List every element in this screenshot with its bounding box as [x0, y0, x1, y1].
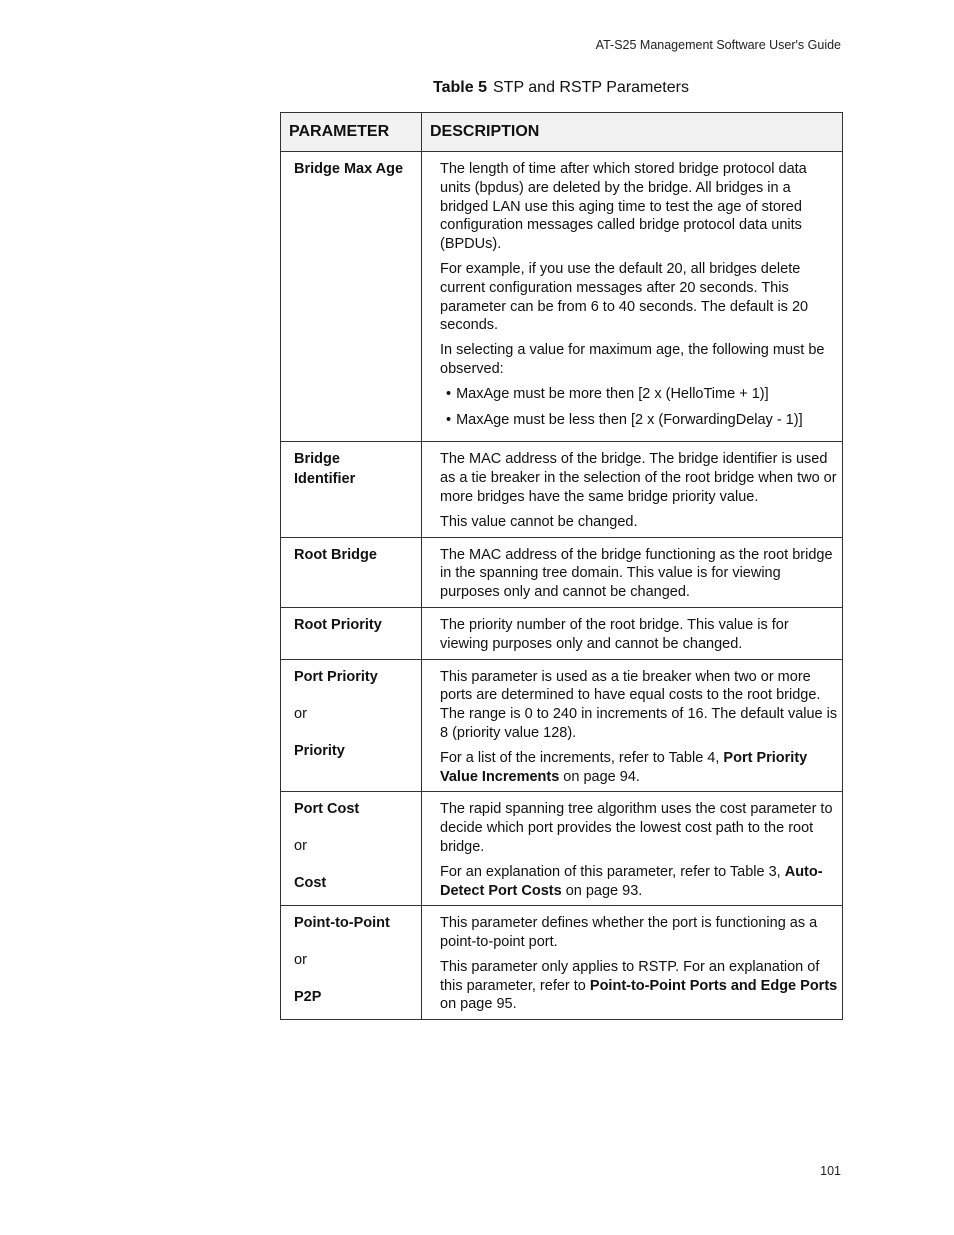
table-row [281, 152, 843, 442]
cross-reference [440, 958, 838, 1014]
description-paragraph: The MAC address of the bridge. The bridge identifier is used as a tie breaker in the selection of the root bridge when two or more bridges have the same bridge priority value. [440, 451, 837, 505]
description-paragraph: This parameter defines whether the port is functioning as a point-to-point port. [440, 915, 818, 951]
parameter-alt-name: Cost [294, 875, 327, 892]
parameter-name: Point-to-Point [294, 915, 390, 932]
table-header-row [281, 113, 843, 152]
parameter-name: Bridge Identifier [294, 451, 356, 488]
running-header: AT-S25 Management Software User's Guide [595, 38, 841, 52]
table-row [281, 792, 843, 906]
description-paragraph: For example, if you use the default 20, all bridges delete current configuration messages after 20 seconds. This parameter can be from 6 to 40 seconds. The default is 20 seconds. [440, 260, 809, 334]
column-header-parameter: PARAMETER [281, 113, 422, 152]
parameter-cell [281, 906, 422, 1020]
cross-reference-text: For an explanation of this parameter, refer to Table 3, [440, 863, 785, 880]
constraint-list [440, 385, 838, 430]
table-row [281, 607, 843, 659]
caption-title: STP and RSTP Parameters [493, 79, 689, 96]
parameter-or-label: or [294, 952, 307, 969]
parameter-cell [281, 659, 422, 792]
cross-reference-page: on page 94. [559, 768, 640, 785]
parameter-or-label: or [294, 705, 307, 722]
parameter-alt-name: P2P [294, 989, 322, 1006]
description-cell [422, 442, 843, 537]
description-paragraph: The priority number of the root bridge. This value is for viewing purposes only and cannot be changed. [440, 616, 789, 652]
description-paragraph: The length of time after which stored bridge protocol data units (bpdus) are deleted by the bridge. All bridges in a bridged LAN use this aging time to test the age of stored configuration messages called bridge protocol data units (BPDUs). [440, 161, 807, 253]
description-paragraph: The rapid spanning tree algorithm uses the cost parameter to decide which port provides the lowest cost path to the root bridge. [440, 801, 833, 855]
parameters-table [280, 112, 843, 1020]
description-paragraph: This value cannot be changed. [440, 513, 638, 530]
cross-reference-text: For a list of the increments, refer to Table 4, [440, 749, 724, 766]
parameter-name: Root Bridge [294, 546, 377, 563]
caption-label: Table 5 [433, 79, 487, 96]
cross-reference-link[interactable]: Port Priority Value Increments [440, 749, 808, 785]
description-cell [422, 152, 843, 442]
description-cell [422, 659, 843, 792]
page-number: 101 [820, 1164, 841, 1178]
cross-reference-link[interactable]: Point-to-Point Ports and Edge Ports [589, 977, 838, 994]
cross-reference [440, 749, 838, 787]
description-cell [422, 792, 843, 906]
cross-reference-link[interactable]: Auto-Detect Port Costs [440, 863, 823, 899]
list-item: • MaxAge must be more then [2 x (HelloTime + 1)] [440, 385, 838, 404]
table-caption [0, 79, 954, 97]
table-row [281, 659, 843, 792]
column-header-description: DESCRIPTION [422, 113, 843, 152]
table-row [281, 906, 843, 1020]
parameter-alt-name: Priority [294, 742, 345, 759]
parameter-cell [281, 792, 422, 906]
cross-reference-text: This parameter only applies to RSTP. For an explanation of this parameter, refer to [440, 958, 820, 994]
parameter-cell [281, 537, 422, 607]
description-paragraph: In selecting a value for maximum age, the following must be observed: [440, 342, 825, 377]
parameter-or-label: or [294, 838, 307, 855]
cross-reference-page: on page 93. [561, 882, 643, 899]
parameter-name: Port Cost [294, 801, 360, 818]
description-cell [422, 906, 843, 1020]
parameter-name: Root Priority [294, 616, 382, 633]
description-cell [422, 537, 843, 607]
description-paragraph: This parameter is used as a tie breaker when two or more ports are determined to have equal costs to the root bridge. The range is 0 to 240 in increments of 16. The default value is 8 (priority value 128). [440, 668, 838, 741]
description-paragraph: The MAC address of the bridge functioning as the root bridge in the spanning tree domain. This value is for viewing purposes only and cannot be changed. [440, 546, 833, 601]
parameter-cell [281, 442, 422, 537]
cross-reference-page: on page 95. [440, 996, 517, 1013]
parameter-name: Port Priority [294, 668, 378, 685]
table-row [281, 442, 843, 537]
list-item: • MaxAge must be less then [2 x (ForwardingDelay - 1)] [440, 411, 838, 430]
table-row [281, 537, 843, 607]
parameter-cell [281, 152, 422, 442]
parameter-cell [281, 607, 422, 659]
description-cell [422, 607, 843, 659]
parameter-name: Bridge Max Age [294, 161, 404, 177]
cross-reference [440, 863, 838, 901]
